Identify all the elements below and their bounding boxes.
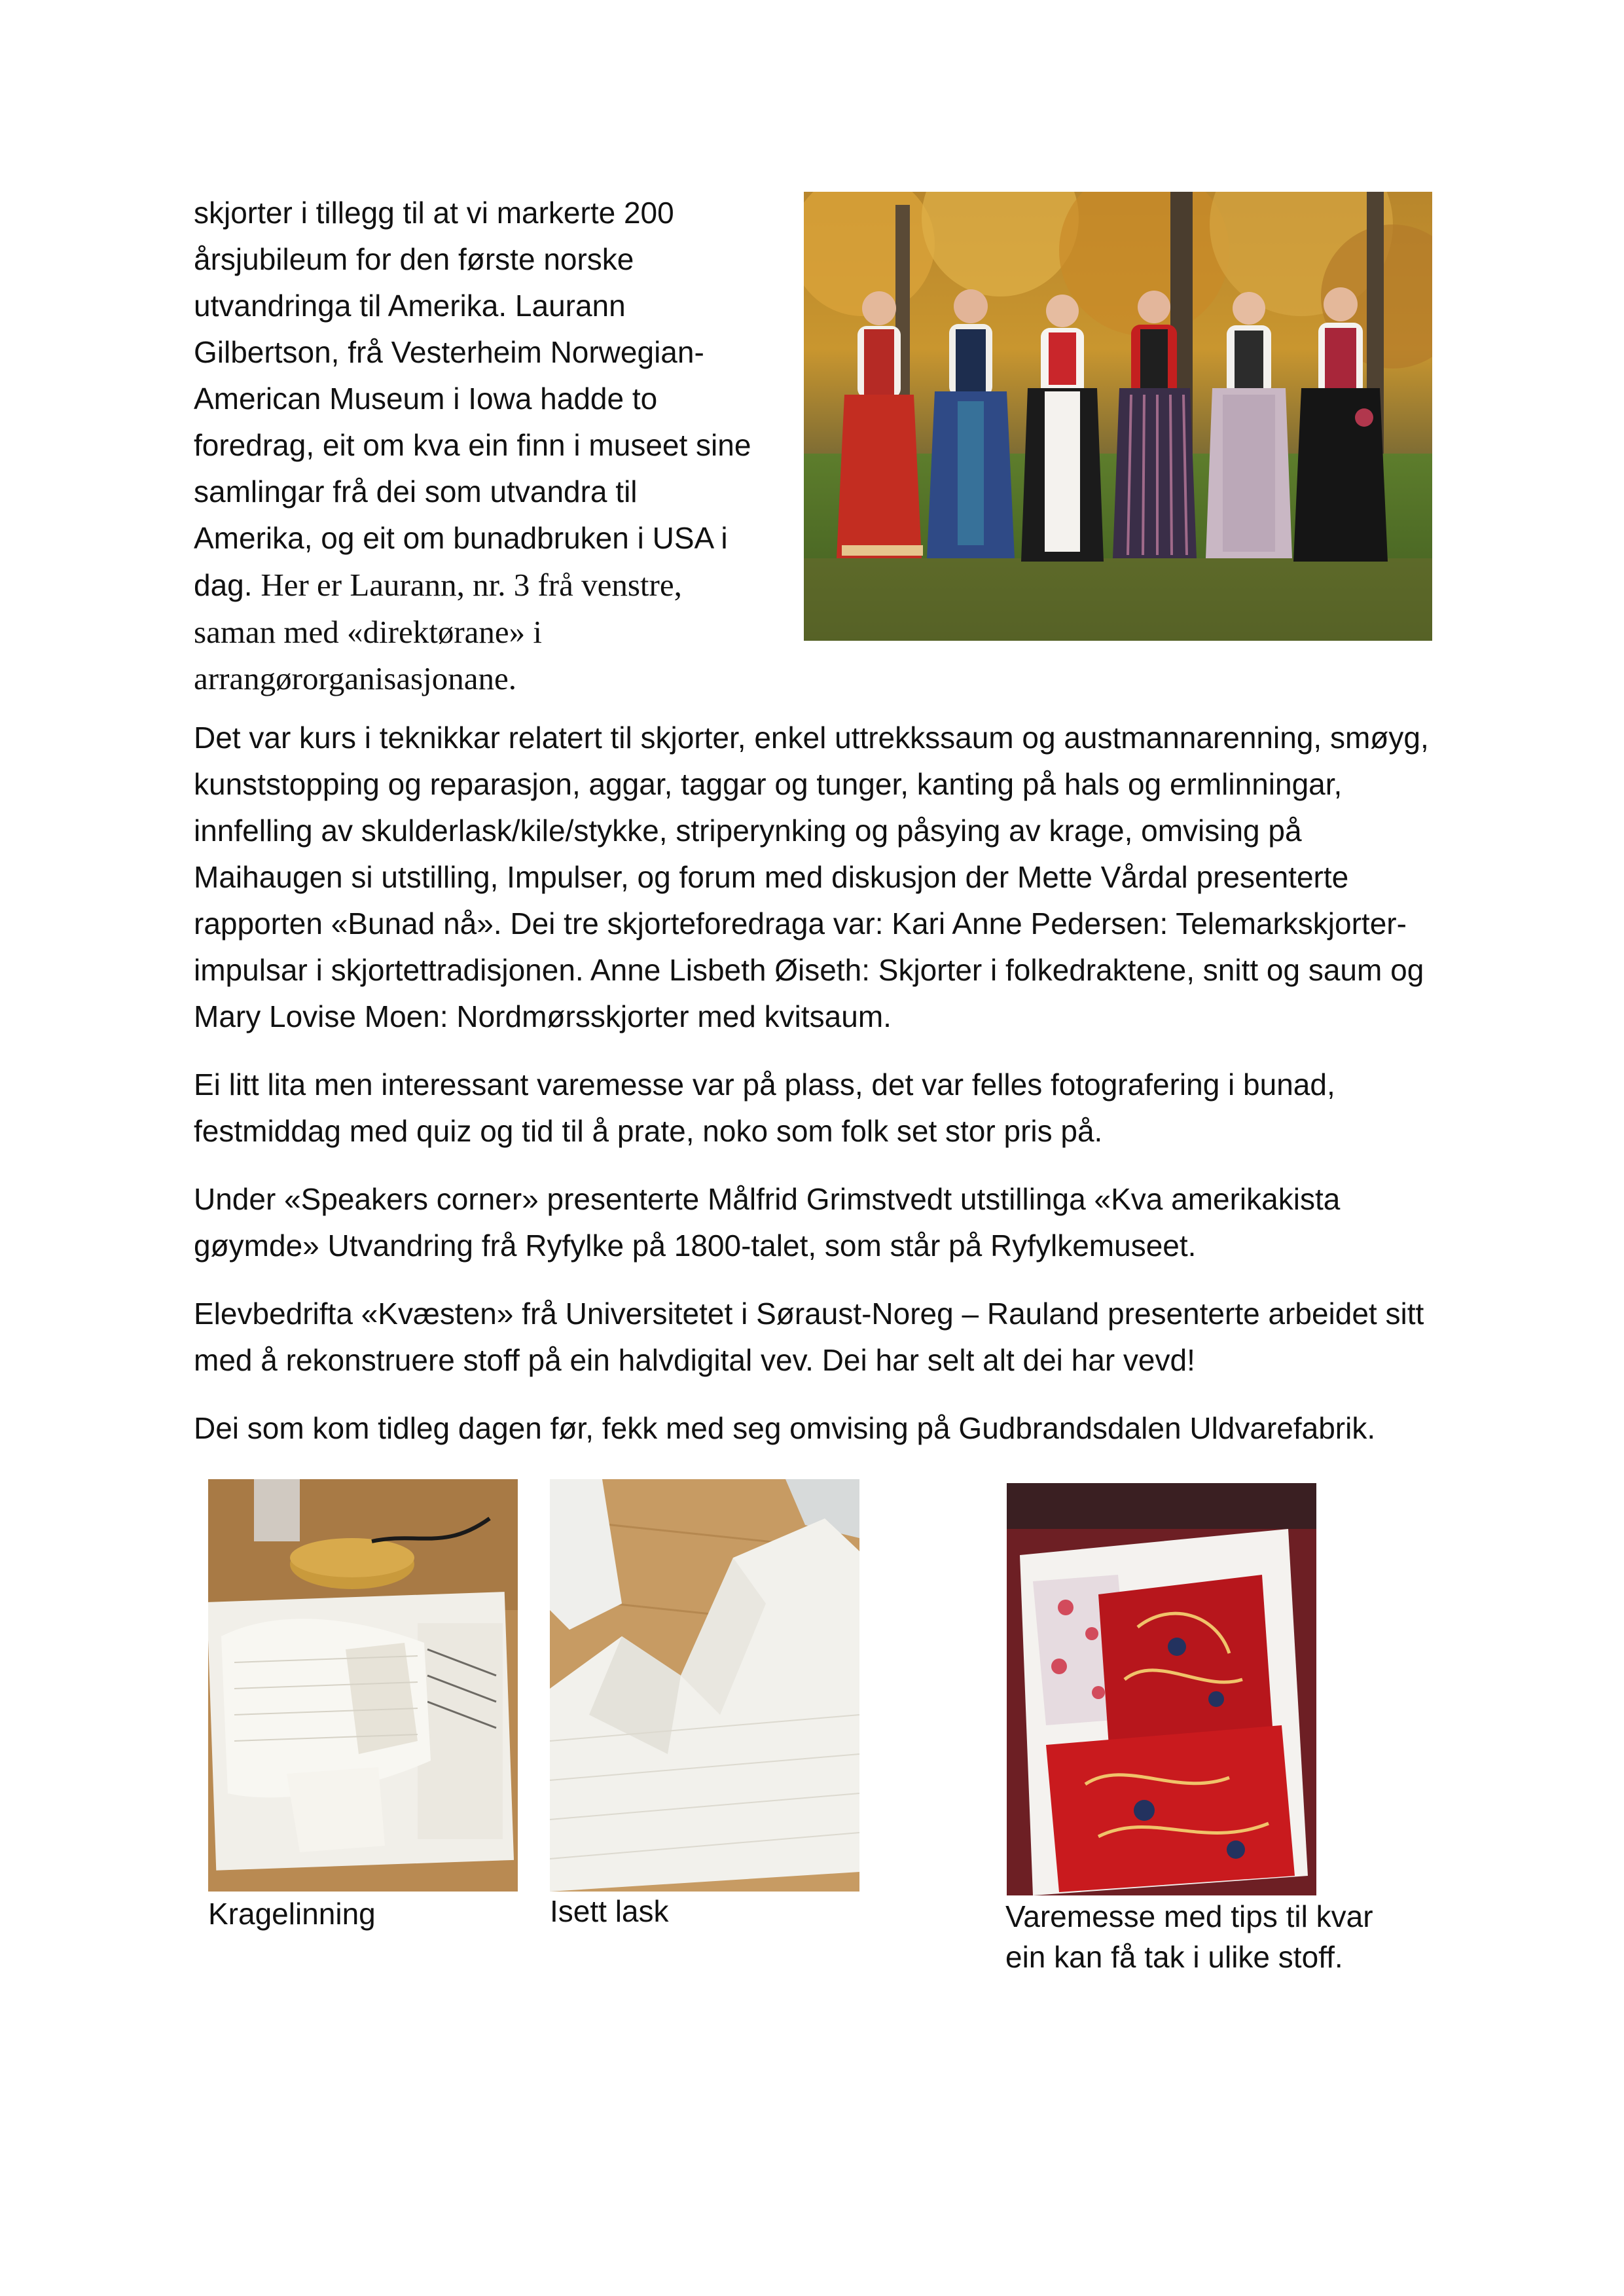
intro-line: årsjubileum for den første norske xyxy=(194,242,634,276)
photo-kragelinning xyxy=(208,1479,518,1892)
photo-varemesse xyxy=(1007,1483,1316,1895)
intro-line-sans-part: dag. xyxy=(194,568,261,602)
group-photo-bunad xyxy=(804,192,1432,641)
intro-line-serif: arrangørorganisasjonane. xyxy=(194,660,516,696)
caption-varemesse xyxy=(1005,1896,1373,1977)
intro-text xyxy=(194,190,796,702)
paragraph-kvaesten: Elevbedrifta «Kvæsten» frå Universitetet i Søraust-Noreg – Rauland presenterte arbeidet sitt med å rekonstruere stoff på ein halvdigital vev. Dei har selt alt dei har vevd! xyxy=(194,1297,1424,1377)
intro-line-serif-part: Her er Laurann, nr. 3 frå venstre, xyxy=(261,567,682,603)
paragraph-speakers-corner: Under «Speakers corner» presenterte Målfrid Grimstvedt utstillinga «Kva amerikakista gøymde» Utvandring frå Ryfylke på 1800-talet, som står på Ryfylkemuseet. xyxy=(194,1182,1341,1263)
paragraph-factory-tour: Dei som kom tidleg dagen før, fekk med seg omvising på Gudbrandsdalen Uldvarefabrik. xyxy=(194,1411,1376,1445)
photo-isett-lask xyxy=(550,1479,859,1892)
caption-varemesse-line: ein kan få tak i ulike stoff. xyxy=(1005,1940,1343,1974)
intro-line: utvandringa til Amerika. Laurann xyxy=(194,289,626,323)
paragraph-courses: Det var kurs i teknikkar relatert til skjorter, enkel uttrekkssaum og austmannarenning, smøyg, kunststopping og reparasjon, aggar, taggar og tunger, kanting på hals og ermlinningar, innfelling av skulderlask/kile/stykke, striperynking og påsying av krage, omvising på Maihaugen si utstilling, Impulser, og forum med diskusjon der Mette Vårdal presenterte rapporten «Bunad nå». Dei tre skjorteforedraga var: Kari Anne Pedersen: Telemarkskjorter-impulsar i skjortettradisjonen. Anne Lisbeth Øiseth: Skjorter i folkedraktene, snitt og saum og Mary Lovise Moen: Nordmørsskjorter med kvitsaum. xyxy=(194,721,1429,1033)
intro-line: Gilbertson, frå Vesterheim Norwegian- xyxy=(194,335,704,369)
intro-line-mixed xyxy=(194,562,796,609)
intro-line-serif: saman med «direktørane» i xyxy=(194,614,543,650)
intro-line: skjorter i tillegg til at vi markerte 200 xyxy=(194,196,674,230)
intro-line: American Museum i Iowa hadde to xyxy=(194,382,658,416)
caption-varemesse-line: Varemesse med tips til kvar xyxy=(1005,1899,1373,1933)
intro-line: Amerika, og eit om bunadbruken i USA i xyxy=(194,521,728,555)
paragraph-market: Ei litt lita men interessant varemesse var på plass, det var felles fotografering i bunad, festmiddag med quiz og tid til å prate, noko som folk set stor pris på. xyxy=(194,1067,1335,1148)
caption-kragelinning: Kragelinning xyxy=(208,1897,376,1931)
intro-line: samlingar frå dei som utvandra til xyxy=(194,475,638,509)
body-text xyxy=(194,715,1437,1473)
intro-line: foredrag, eit om kva ein finn i museet sine xyxy=(194,428,751,462)
caption-isett-lask: Isett lask xyxy=(550,1894,669,1928)
